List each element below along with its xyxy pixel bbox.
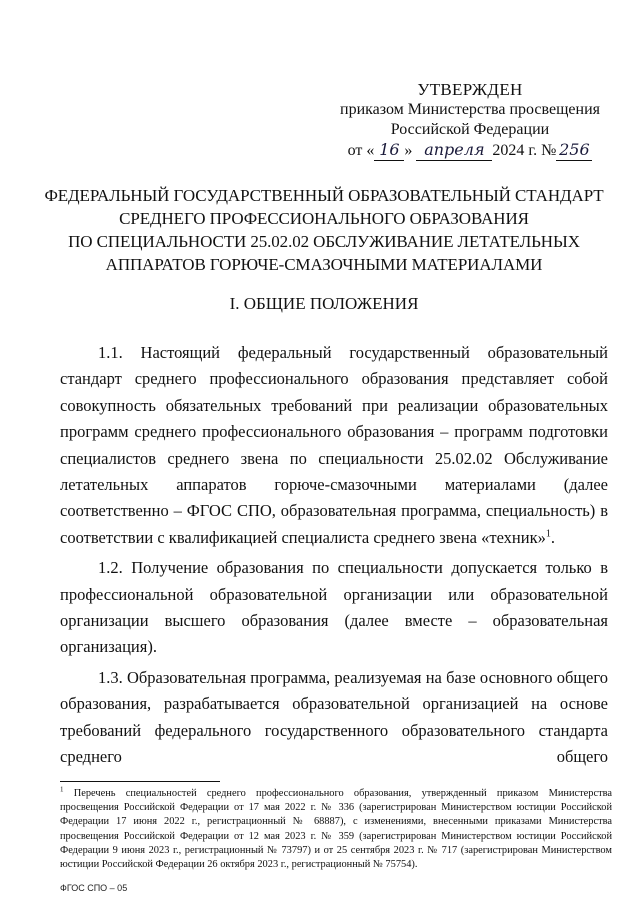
paragraph-1-1-text: 1.1. Настоящий федеральный государственный образовательный стандарт среднего профессионального образования представляет собой совокупность обязательных требований при реализации образовательных программ среднего профессионального образования – программ подготовки специалистов среднего звена по специальности 25.02.02 Обслуживание летательных аппаратов горюче-смазочными материалами (далее соответственно – ФГОС СПО, образовательная программа, специальность) в соответствии с квалификацией специалиста среднего звена «техник» — [60, 343, 608, 547]
footnote-marker: 1 — [60, 785, 64, 794]
date-mid: » — [404, 142, 417, 159]
title-line-4: АППАРАТОВ ГОРЮЧЕ-СМАЗОЧНЫМИ МАТЕРИАЛАМИ — [105, 255, 543, 274]
paragraph-1-1-end: . — [550, 527, 555, 547]
approval-date-line — [330, 140, 610, 161]
footnote-text: Перечень специальностей среднего профессионального образования, утвержденный приказом Министерства просвещения Российской Федерации от 17 мая 2022 г. № 336 (зарегистрирован Министерством юстиции Российской Федерации 17 июня 2022 г., регистрационный № 68887), с изменениями, внесенными приказами Министерства просвещения Российской Федерации от 12 мая 2023 г. № 359 (зарегистрирован Министерством юстиции Российской Федерации 9 июня 2023 г., регистрационный № 73797) и от 25 сентября 2023 г. № 717 (зарегистрирован Министерством юстиции Российской Федерации 26 октября 2023 г., регистрационный № 75754). — [60, 788, 612, 871]
footnote-divider — [60, 781, 220, 782]
title-line-2: СРЕДНЕГО ПРОФЕССИОНАЛЬНОГО ОБРАЗОВАНИЯ — [119, 209, 529, 228]
approval-heading: УТВЕРЖДЕН — [417, 80, 523, 99]
paragraph-1-2: 1.2. Получение образования по специальности допускается только в профессиональной образовательной организации или образовательной организации высшего образования (далее вместе – образовательная организация). — [60, 558, 608, 657]
handwritten-month: апреля — [416, 140, 492, 161]
page-footer: ФГОС СПО – 05 — [60, 883, 128, 893]
approval-block — [330, 80, 610, 161]
paragraph-1-1 — [60, 340, 608, 551]
date-year: 2024 г. № — [492, 142, 557, 159]
document-body — [60, 340, 608, 771]
date-prefix: от « — [347, 142, 375, 159]
handwritten-order-number: 256 — [556, 140, 592, 161]
footnote-reference: 1 — [545, 528, 551, 540]
title-line-3: ПО СПЕЦИАЛЬНОСТИ 25.02.02 ОБСЛУЖИВАНИЕ ЛЕТАТЕЛЬНЫХ — [68, 232, 580, 251]
handwritten-day: 16 — [374, 140, 404, 161]
document-title — [40, 184, 608, 276]
approval-line-federation: Российской Федерации — [390, 121, 550, 138]
footnote — [60, 787, 612, 872]
title-line-1: ФЕДЕРАЛЬНЫЙ ГОСУДАРСТВЕННЫЙ ОБРАЗОВАТЕЛЬНЫЙ СТАНДАРТ — [44, 186, 604, 205]
section-heading: I. ОБЩИЕ ПОЛОЖЕНИЯ — [229, 294, 419, 313]
paragraph-1-3: 1.3. Образовательная программа, реализуемая на базе основного общего образования, разрабатывается образовательной организацией на основе требований федерального государственного образовательного стандарта среднего общего — [60, 667, 608, 767]
approval-line-ministry: приказом Министерства просвещения — [340, 101, 600, 118]
